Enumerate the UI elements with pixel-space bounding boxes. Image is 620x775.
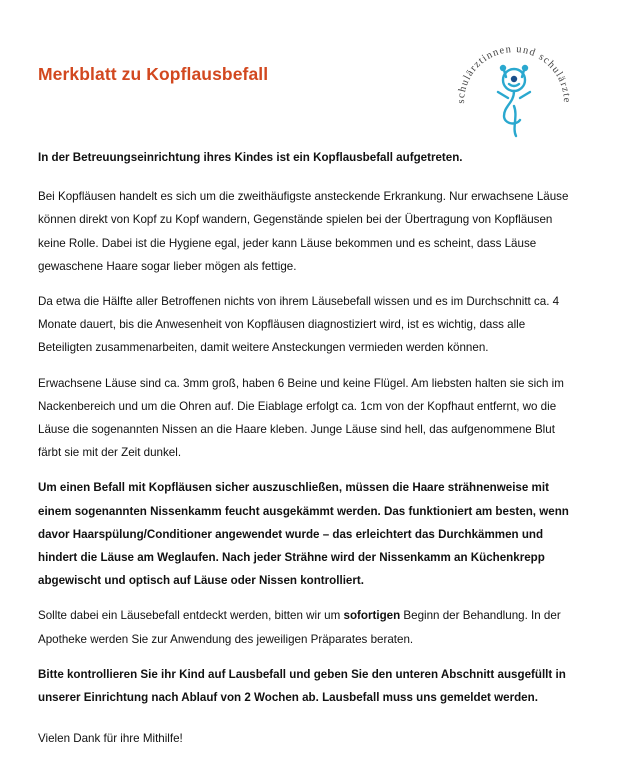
logo-arc-text: schulärztinnen und schulärzte (455, 44, 573, 104)
document-title: Merkblatt zu Kopflausbefall (38, 64, 269, 84)
paragraph-control-request: Bitte kontrollieren Sie ihr Kind auf Lausbefall und geben Sie den unteren Abschnitt ausgefüllt in unserer Einrichtung nach Ablauf von 2 Wochen ab. Lausbefall muss uns gemeldet werden. (38, 667, 566, 705)
treatment-text-end: Beginn der Behandlung. In der Apotheke werden Sie zur Anwendung des jeweiligen Präparates beraten. (38, 609, 561, 646)
paragraph-lice-description: Erwachsene Läuse sind ca. 3mm groß, haben 6 Beine und keine Flügel. Am liebsten halten sie sich im Nackenbereich und um die Ohren auf. Die Eiablage erfolgt ca. 1cm von der Kopfhaut entfernt, wo die Läuse die sogenannten Nissen an die Haare kleben. Junge Läuse sind hell, das aufgenommene Blut färbt sie mit der Zeit dunkel. (38, 376, 564, 460)
paragraph-treatment (38, 604, 578, 650)
closing-line: Vielen Dank für ihre Mithilfe! (38, 732, 183, 746)
treatment-text-start: Sollte dabei ein Läusebefall entdeckt werden, bitten wir um (38, 609, 344, 623)
intro-paragraph: In der Betreuungseinrichtung ihres Kindes ist ein Kopflausbefall aufgetreten. (38, 151, 463, 164)
document-body (38, 146, 578, 762)
paragraph-transmission: Bei Kopfläusen handelt es sich um die zweithäufigste ansteckende Erkrankung. Nur erwachsene Läuse können direkt von Kopf zu Kopf wandern, Gegenstände spielen bei der Übertragung von Kopfläusen keine Rolle. Dabei ist die Hygiene egal, jeder kann Läuse bekommen und es scheint, dass Läuse gewaschene Haare sogar lieber mögen als fettige. (38, 190, 569, 273)
paragraph-cooperation: Da etwa die Hälfte aller Betroffenen nichts von ihrem Läusebefall wissen und es im Durchschnitt ca. 4 Monate dauert, bis die Anwesenheit von Kopfläusen diagnostiziert wird, ist es wichtig, dass alle Beteiligten zusammenarbeiten, damit weitere Ansteckungen vermieden werden können. (38, 295, 560, 355)
paragraph-combing-instructions: Um einen Befall mit Kopfläusen sicher auszuschließen, müssen die Haare strähnenweise mit einem sogenannten Nissenkamm feucht ausgekämmt werden. Das funktioniert am besten, wenn davor Haarspülung/Conditioner angewendet wurde – das erleichtert das Durchkämmen und hindert die Läuse am Weglaufen. Nach jeder Strähne wird der Nissenkamm an Küchenkrepp abgewischt und optisch auf Läuse oder Nissen kontrolliert. (38, 481, 569, 588)
organization-logo (444, 28, 584, 154)
treatment-emphasis: sofortigen (343, 609, 401, 623)
